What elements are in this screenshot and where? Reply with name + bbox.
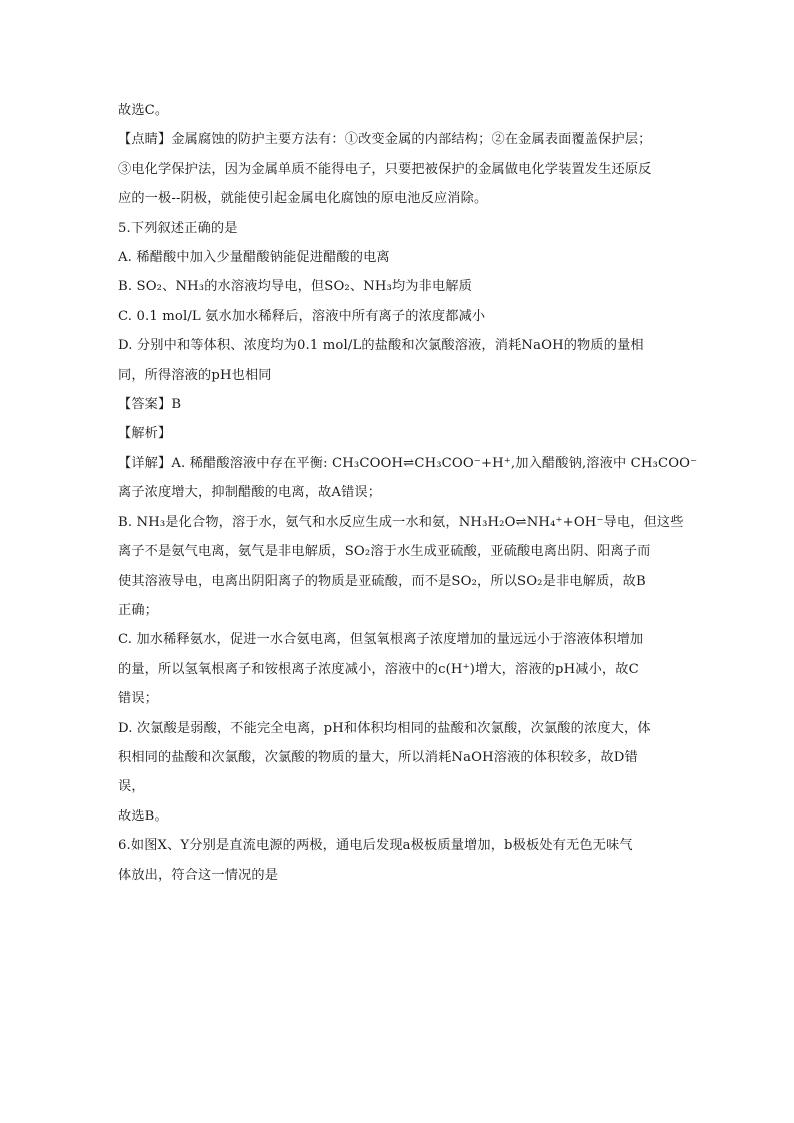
detail-b-line-4: 正确； bbox=[118, 602, 159, 618]
detail-c-line-2: 的量，所以氢氧根离子和铵根离子浓度减小，溶液中的c(H⁺)增大，溶液的pH减小，故C bbox=[118, 661, 639, 677]
option-d-line-2: 同，所得溶液的pH也相同 bbox=[118, 367, 272, 383]
option-b: B. SO₂、NH₃的水溶液均导电，但SO₂、NH₃均为非电解质 bbox=[118, 279, 472, 295]
detail-b-line-3: 使其溶液导电，电离出阴阳离子的物质是亚硫酸，而不是SO₂，所以SO₂是非电解质，故B bbox=[118, 573, 646, 589]
tip-line-1: 【点睛】金属腐蚀的防护主要方法有：①改变金属的内部结构；②在金属表面覆盖保护层； bbox=[118, 132, 652, 148]
detail-d-line-2: 积相同的盐酸和次氯酸，次氯酸的物质的量大，所以消耗NaOH溶液的体积较多，故D错 bbox=[118, 749, 638, 765]
detail-d-line-1: D. 次氯酸是弱酸，不能完全电离，pH和体积均相同的盐酸和次氯酸，次氯酸的浓度大，体 bbox=[118, 720, 651, 736]
detail-c-line-3: 错误； bbox=[118, 691, 159, 707]
detail-a-line-2: 离子浓度增大，抑制醋酸的电离，故A错误； bbox=[118, 485, 382, 501]
conclusion-line-2: 故选B。 bbox=[118, 808, 168, 824]
conclusion-line: 故选C。 bbox=[118, 103, 169, 118]
detail-c-line-1: C. 加水稀释氨水，促进一水合氨电离，但氢氧根离子浓度增加的量远远小于溶液体积增加 bbox=[118, 632, 644, 648]
detail-b-line-2: 离子不是氨气电离，氨气是非电解质，SO₂溶于水生成亚硫酸，亚硫酸电离出阴、阳离子而 bbox=[118, 544, 651, 560]
answer-line: 【答案】B bbox=[118, 397, 182, 413]
detail-d-line-3: 误， bbox=[118, 779, 145, 795]
analysis-heading: 【解析】 bbox=[118, 426, 172, 442]
detail-a-line-1: 【详解】A. 稀醋酸溶液中存在平衡: CH₃COOH⇌CH₃COO⁻+H⁺,加入醋酸钠,溶液中 CH₃COO⁻ bbox=[118, 455, 698, 471]
detail-b-line-1: B. NH₃是化合物，溶于水，氨气和水反应生成一水和氨，NH₃H₂O⇌NH₄⁺+OH⁻导电，但这些 bbox=[118, 514, 684, 530]
option-d-line-1: D. 分别中和等体积、浓度均为0.1 mol/L的盐酸和次氯酸溶液，消耗NaOH的物质的量相 bbox=[118, 338, 644, 354]
question-6-line-2: 体放出，符合这一情况的是 bbox=[118, 867, 279, 883]
tip-line-3: 应的一极--阴极，就能使引起金属电化腐蚀的原电池反应消除。 bbox=[118, 191, 488, 207]
tip-line-2: ③电化学保护法，因为金属单质不能得电子，只要把被保护的金属做电化学装置发生还原反 bbox=[118, 161, 652, 177]
question-5-stem: 5.下列叙述正确的是 bbox=[118, 220, 238, 236]
question-6-line-1: 6.如图X、Y分别是直流电源的两极，通电后发现a极板质量增加，b极板处有无色无味气 bbox=[118, 838, 633, 854]
option-a: A. 稀醋酸中加入少量醋酸钠能促进醋酸的电离 bbox=[118, 250, 390, 266]
document-page bbox=[118, 96, 698, 890]
option-c: C. 0.1 mol/L 氨水加水稀释后，溶液中所有离子的浓度都减小 bbox=[118, 308, 486, 324]
